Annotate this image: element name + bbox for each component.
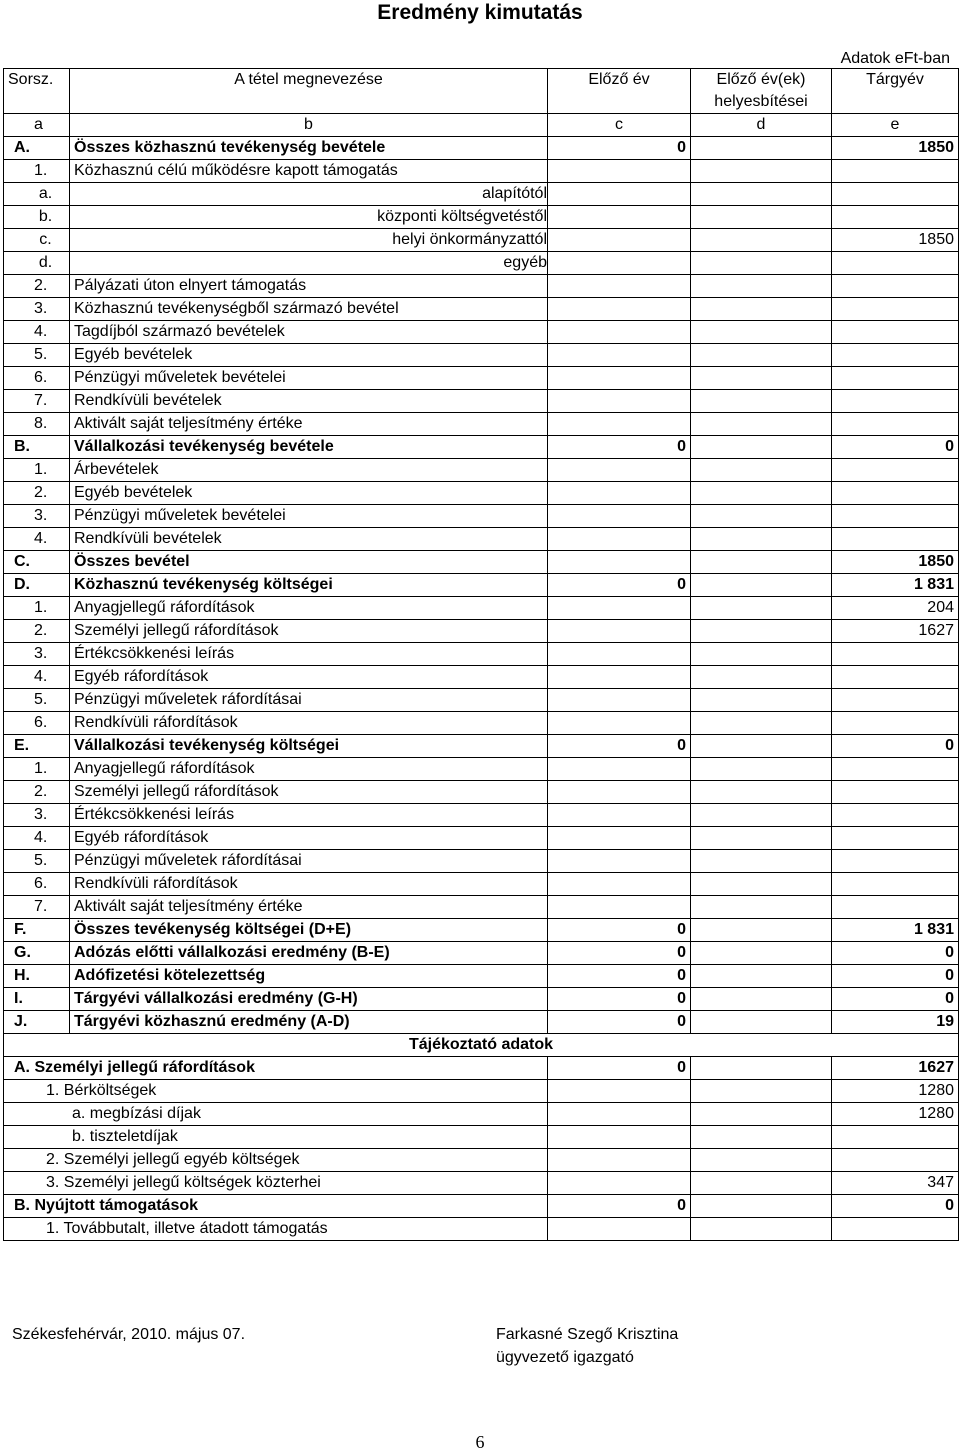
item-name: Közhasznú tevékenységből származó bevétel <box>70 298 548 321</box>
row-number: 5. <box>4 689 70 712</box>
row-number: 3. <box>4 505 70 528</box>
prev-year-value: 0 <box>548 988 691 1011</box>
correction-value <box>691 988 832 1011</box>
prev-year-value <box>548 160 691 183</box>
table-row <box>4 252 959 275</box>
row-number: 4. <box>4 528 70 551</box>
info-current-year-value <box>832 1149 959 1172</box>
current-year-value <box>832 505 959 528</box>
current-year-value: 0 <box>832 735 959 758</box>
table-row <box>4 689 959 712</box>
item-name: Rendkívüli bevételek <box>70 390 548 413</box>
correction-value <box>691 137 832 160</box>
row-number: 1. <box>4 459 70 482</box>
current-year-value <box>832 804 959 827</box>
item-name: Közhasznú célú működésre kapott támogatás <box>70 160 548 183</box>
income-statement-table <box>3 68 959 1241</box>
table-row <box>4 344 959 367</box>
header-current-year: Tárgyév <box>832 69 959 114</box>
current-year-value: 1850 <box>832 137 959 160</box>
row-number: F. <box>4 919 70 942</box>
table-row <box>4 850 959 873</box>
table-row <box>4 275 959 298</box>
prev-year-value <box>548 666 691 689</box>
row-number: 6. <box>4 367 70 390</box>
current-year-value <box>832 827 959 850</box>
correction-value <box>691 321 832 344</box>
prev-year-value <box>548 183 691 206</box>
prev-year-value <box>548 620 691 643</box>
row-number: 2. <box>4 781 70 804</box>
row-number: b. <box>4 206 70 229</box>
row-number: B. <box>4 436 70 459</box>
item-name: Pályázati úton elnyert támogatás <box>70 275 548 298</box>
correction-value <box>691 183 832 206</box>
table-row <box>4 827 959 850</box>
item-name: Egyéb bevételek <box>70 482 548 505</box>
table-row <box>4 413 959 436</box>
info-current-year-value <box>832 1218 959 1241</box>
row-number: 1. <box>4 597 70 620</box>
header-name: A tétel megnevezése <box>70 69 548 114</box>
item-name: Összes közhasznú tevékenység bevétele <box>70 137 548 160</box>
correction-value <box>691 919 832 942</box>
current-year-value <box>832 758 959 781</box>
current-year-value: 0 <box>832 965 959 988</box>
table-row <box>4 367 959 390</box>
header-corrections: Előző év(ek) helyesbítései <box>691 69 832 114</box>
table-row <box>4 620 959 643</box>
current-year-value <box>832 873 959 896</box>
row-number: 2. <box>4 620 70 643</box>
prev-year-value <box>548 712 691 735</box>
prev-year-value: 0 <box>548 574 691 597</box>
table-row <box>4 482 959 505</box>
correction-value <box>691 160 832 183</box>
info-item-name: A. Személyi jellegű ráfordítások <box>4 1057 548 1080</box>
item-name: Anyagjellegű ráfordítások <box>70 597 548 620</box>
info-prev-year-value <box>548 1172 691 1195</box>
row-number: 8. <box>4 413 70 436</box>
table-row <box>4 321 959 344</box>
correction-value <box>691 666 832 689</box>
row-number: d. <box>4 252 70 275</box>
correction-value <box>691 689 832 712</box>
info-item-name: a. megbízási díjak <box>4 1103 548 1126</box>
table-row <box>4 873 959 896</box>
table-row <box>4 505 959 528</box>
item-name: Aktivált saját teljesítmény értéke <box>70 896 548 919</box>
current-year-value <box>832 298 959 321</box>
item-name: Tagdíjból származó bevételek <box>70 321 548 344</box>
prev-year-value <box>548 321 691 344</box>
prev-year-value <box>548 344 691 367</box>
info-row <box>4 1103 959 1126</box>
info-current-year-value: 347 <box>832 1172 959 1195</box>
current-year-value: 0 <box>832 942 959 965</box>
table-row <box>4 735 959 758</box>
column-letter: e <box>832 114 959 137</box>
current-year-value <box>832 252 959 275</box>
item-name: egyéb <box>70 252 548 275</box>
row-number: 4. <box>4 321 70 344</box>
table-row <box>4 804 959 827</box>
table-row <box>4 965 959 988</box>
prev-year-value: 0 <box>548 919 691 942</box>
row-number: H. <box>4 965 70 988</box>
correction-value <box>691 620 832 643</box>
item-name: Egyéb bevételek <box>70 344 548 367</box>
current-year-value: 19 <box>832 1011 959 1034</box>
current-year-value: 0 <box>832 436 959 459</box>
item-name: Pénzügyi műveletek bevételei <box>70 367 548 390</box>
info-correction-value <box>691 1080 832 1103</box>
current-year-value <box>832 528 959 551</box>
current-year-value <box>832 367 959 390</box>
table-row <box>4 574 959 597</box>
row-number: 3. <box>4 298 70 321</box>
row-number: 7. <box>4 390 70 413</box>
table-row <box>4 896 959 919</box>
current-year-value: 1 831 <box>832 574 959 597</box>
correction-value <box>691 643 832 666</box>
place-date: Székesfehérvár, 2010. május 07. <box>12 1326 246 1343</box>
table-row <box>4 137 959 160</box>
prev-year-value <box>548 896 691 919</box>
prev-year-value <box>548 275 691 298</box>
item-name: Árbevételek <box>70 459 548 482</box>
info-prev-year-value <box>548 1149 691 1172</box>
info-prev-year-value <box>548 1218 691 1241</box>
item-name: Közhasznú tevékenység költségei <box>70 574 548 597</box>
prev-year-value <box>548 643 691 666</box>
item-name: Összes tevékenység költségei (D+E) <box>70 919 548 942</box>
prev-year-value <box>548 689 691 712</box>
item-name: Rendkívüli bevételek <box>70 528 548 551</box>
row-number: 5. <box>4 344 70 367</box>
row-number: D. <box>4 574 70 597</box>
info-row <box>4 1080 959 1103</box>
unit-note: Adatok eFt-ban <box>840 50 950 67</box>
table-row <box>4 942 959 965</box>
table-row <box>4 206 959 229</box>
correction-value <box>691 436 832 459</box>
prev-year-value: 0 <box>548 436 691 459</box>
item-name: Aktivált saját teljesítmény értéke <box>70 413 548 436</box>
info-item-name: 3. Személyi jellegű költségek közterhei <box>4 1172 548 1195</box>
correction-value <box>691 574 832 597</box>
column-letter: d <box>691 114 832 137</box>
row-number: 1. <box>4 160 70 183</box>
prev-year-value <box>548 482 691 505</box>
header-prev-year: Előző év <box>548 69 691 114</box>
current-year-value <box>832 275 959 298</box>
current-year-value: 1850 <box>832 551 959 574</box>
info-item-name: 2. Személyi jellegű egyéb költségek <box>4 1149 548 1172</box>
prev-year-value <box>548 298 691 321</box>
row-number: 3. <box>4 643 70 666</box>
item-name: Személyi jellegű ráfordítások <box>70 781 548 804</box>
correction-value <box>691 390 832 413</box>
table-row <box>4 758 959 781</box>
item-name: központi költségvetéstől <box>70 206 548 229</box>
column-letter: c <box>548 114 691 137</box>
current-year-value <box>832 643 959 666</box>
row-number: E. <box>4 735 70 758</box>
header-sorsz: Sorsz. <box>4 69 70 114</box>
item-name: Anyagjellegű ráfordítások <box>70 758 548 781</box>
prev-year-value <box>548 252 691 275</box>
info-current-year-value: 1627 <box>832 1057 959 1080</box>
row-number: 1. <box>4 758 70 781</box>
item-name: Pénzügyi műveletek ráfordításai <box>70 850 548 873</box>
item-name: Rendkívüli ráfordítások <box>70 873 548 896</box>
info-title: Tájékoztató adatok <box>4 1034 959 1057</box>
item-name: Értékcsökkenési leírás <box>70 643 548 666</box>
item-name: Értékcsökkenési leírás <box>70 804 548 827</box>
info-row <box>4 1057 959 1080</box>
item-name: Tárgyévi közhasznú eredmény (A-D) <box>70 1011 548 1034</box>
correction-value <box>691 942 832 965</box>
row-number: C. <box>4 551 70 574</box>
info-row <box>4 1172 959 1195</box>
correction-value <box>691 413 832 436</box>
prev-year-value: 0 <box>548 942 691 965</box>
correction-value <box>691 344 832 367</box>
item-name: Vállalkozási tevékenység költségei <box>70 735 548 758</box>
current-year-value: 1850 <box>832 229 959 252</box>
prev-year-value <box>548 528 691 551</box>
item-name: Rendkívüli ráfordítások <box>70 712 548 735</box>
current-year-value <box>832 850 959 873</box>
table-row <box>4 643 959 666</box>
signer-name: Farkasné Szegő Krisztina <box>496 1326 679 1343</box>
item-name: Tárgyévi vállalkozási eredmény (G-H) <box>70 988 548 1011</box>
current-year-value <box>832 712 959 735</box>
correction-value <box>691 528 832 551</box>
prev-year-value <box>548 551 691 574</box>
table-row <box>4 436 959 459</box>
table-row <box>4 919 959 942</box>
table-row <box>4 390 959 413</box>
info-prev-year-value: 0 <box>548 1057 691 1080</box>
correction-value <box>691 367 832 390</box>
info-row <box>4 1195 959 1218</box>
item-name: Pénzügyi műveletek ráfordításai <box>70 689 548 712</box>
table-row <box>4 712 959 735</box>
info-correction-value <box>691 1172 832 1195</box>
table-row <box>4 551 959 574</box>
table-row <box>4 666 959 689</box>
current-year-value <box>832 896 959 919</box>
correction-value <box>691 206 832 229</box>
correction-value <box>691 827 832 850</box>
correction-value <box>691 597 832 620</box>
signer-title: ügyvezető igazgató <box>496 1349 634 1366</box>
row-number: 7. <box>4 896 70 919</box>
item-name: Adózás előtti vállalkozási eredmény (B-E) <box>70 942 548 965</box>
correction-value <box>691 965 832 988</box>
row-number: 4. <box>4 666 70 689</box>
row-number: 3. <box>4 804 70 827</box>
info-title-row <box>4 1034 959 1057</box>
table-row <box>4 229 959 252</box>
info-row <box>4 1218 959 1241</box>
correction-value <box>691 896 832 919</box>
current-year-value <box>832 459 959 482</box>
row-number: c. <box>4 229 70 252</box>
info-current-year-value: 1280 <box>832 1103 959 1126</box>
current-year-value <box>832 321 959 344</box>
current-year-value: 1627 <box>832 620 959 643</box>
correction-value <box>691 758 832 781</box>
prev-year-value <box>548 367 691 390</box>
prev-year-value: 0 <box>548 735 691 758</box>
item-name: Összes bevétel <box>70 551 548 574</box>
info-row <box>4 1126 959 1149</box>
current-year-value: 0 <box>832 988 959 1011</box>
info-row <box>4 1149 959 1172</box>
table-row <box>4 1011 959 1034</box>
info-current-year-value <box>832 1126 959 1149</box>
current-year-value <box>832 160 959 183</box>
info-correction-value <box>691 1126 832 1149</box>
info-correction-value <box>691 1057 832 1080</box>
prev-year-value: 0 <box>548 1011 691 1034</box>
correction-value <box>691 298 832 321</box>
current-year-value <box>832 206 959 229</box>
row-number: a. <box>4 183 70 206</box>
item-name: Pénzügyi műveletek bevételei <box>70 505 548 528</box>
prev-year-value <box>548 459 691 482</box>
row-number: 2. <box>4 275 70 298</box>
prev-year-value: 0 <box>548 965 691 988</box>
correction-value <box>691 781 832 804</box>
info-prev-year-value <box>548 1103 691 1126</box>
prev-year-value <box>548 873 691 896</box>
table-row <box>4 183 959 206</box>
column-letter: b <box>70 114 548 137</box>
prev-year-value <box>548 850 691 873</box>
current-year-value <box>832 781 959 804</box>
row-number: 6. <box>4 873 70 896</box>
prev-year-value <box>548 597 691 620</box>
info-current-year-value: 1280 <box>832 1080 959 1103</box>
table-row <box>4 597 959 620</box>
prev-year-value <box>548 229 691 252</box>
correction-value <box>691 505 832 528</box>
item-name: helyi önkormányzattól <box>70 229 548 252</box>
info-item-name: b. tiszteletdíjak <box>4 1126 548 1149</box>
table-row <box>4 459 959 482</box>
row-number: A. <box>4 137 70 160</box>
correction-value <box>691 735 832 758</box>
item-name: Egyéb ráfordítások <box>70 666 548 689</box>
table-row <box>4 160 959 183</box>
correction-value <box>691 252 832 275</box>
info-prev-year-value <box>548 1080 691 1103</box>
prev-year-value <box>548 413 691 436</box>
info-item-name: B. Nyújtott támogatások <box>4 1195 548 1218</box>
correction-value <box>691 873 832 896</box>
row-number: G. <box>4 942 70 965</box>
row-number: 5. <box>4 850 70 873</box>
prev-year-value <box>548 781 691 804</box>
correction-value <box>691 275 832 298</box>
current-year-value <box>832 413 959 436</box>
info-prev-year-value: 0 <box>548 1195 691 1218</box>
prev-year-value <box>548 390 691 413</box>
info-correction-value <box>691 1218 832 1241</box>
column-letter: a <box>4 114 70 137</box>
table-row <box>4 298 959 321</box>
current-year-value: 1 831 <box>832 919 959 942</box>
info-correction-value <box>691 1103 832 1126</box>
info-prev-year-value <box>548 1126 691 1149</box>
row-number: 4. <box>4 827 70 850</box>
correction-value <box>691 804 832 827</box>
item-name: alapítótól <box>70 183 548 206</box>
info-correction-value <box>691 1195 832 1218</box>
info-item-name: 1. Továbbutalt, illetve átadott támogatás <box>4 1218 548 1241</box>
prev-year-value <box>548 505 691 528</box>
correction-value <box>691 459 832 482</box>
current-year-value <box>832 183 959 206</box>
correction-value <box>691 850 832 873</box>
row-number: I. <box>4 988 70 1011</box>
correction-value <box>691 229 832 252</box>
item-name: Egyéb ráfordítások <box>70 827 548 850</box>
correction-value <box>691 712 832 735</box>
document-title: Eredmény kimutatás <box>377 1 583 24</box>
item-name: Személyi jellegű ráfordítások <box>70 620 548 643</box>
current-year-value <box>832 390 959 413</box>
table-row <box>4 781 959 804</box>
item-name: Adófizetési kötelezettség <box>70 965 548 988</box>
prev-year-value <box>548 758 691 781</box>
current-year-value: 204 <box>832 597 959 620</box>
prev-year-value <box>548 827 691 850</box>
row-number: J. <box>4 1011 70 1034</box>
row-number: 6. <box>4 712 70 735</box>
correction-value <box>691 551 832 574</box>
correction-value <box>691 1011 832 1034</box>
correction-value <box>691 482 832 505</box>
item-name: Vállalkozási tevékenység bevétele <box>70 436 548 459</box>
current-year-value <box>832 344 959 367</box>
prev-year-value: 0 <box>548 137 691 160</box>
info-current-year-value: 0 <box>832 1195 959 1218</box>
info-correction-value <box>691 1149 832 1172</box>
table-row <box>4 528 959 551</box>
current-year-value <box>832 666 959 689</box>
page-number: 6 <box>475 1432 485 1452</box>
prev-year-value <box>548 804 691 827</box>
prev-year-value <box>548 206 691 229</box>
table-header-row <box>4 69 959 114</box>
table-row <box>4 988 959 1011</box>
info-item-name: 1. Bérköltségek <box>4 1080 548 1103</box>
column-letters-row <box>4 114 959 137</box>
row-number: 2. <box>4 482 70 505</box>
current-year-value <box>832 482 959 505</box>
current-year-value <box>832 689 959 712</box>
